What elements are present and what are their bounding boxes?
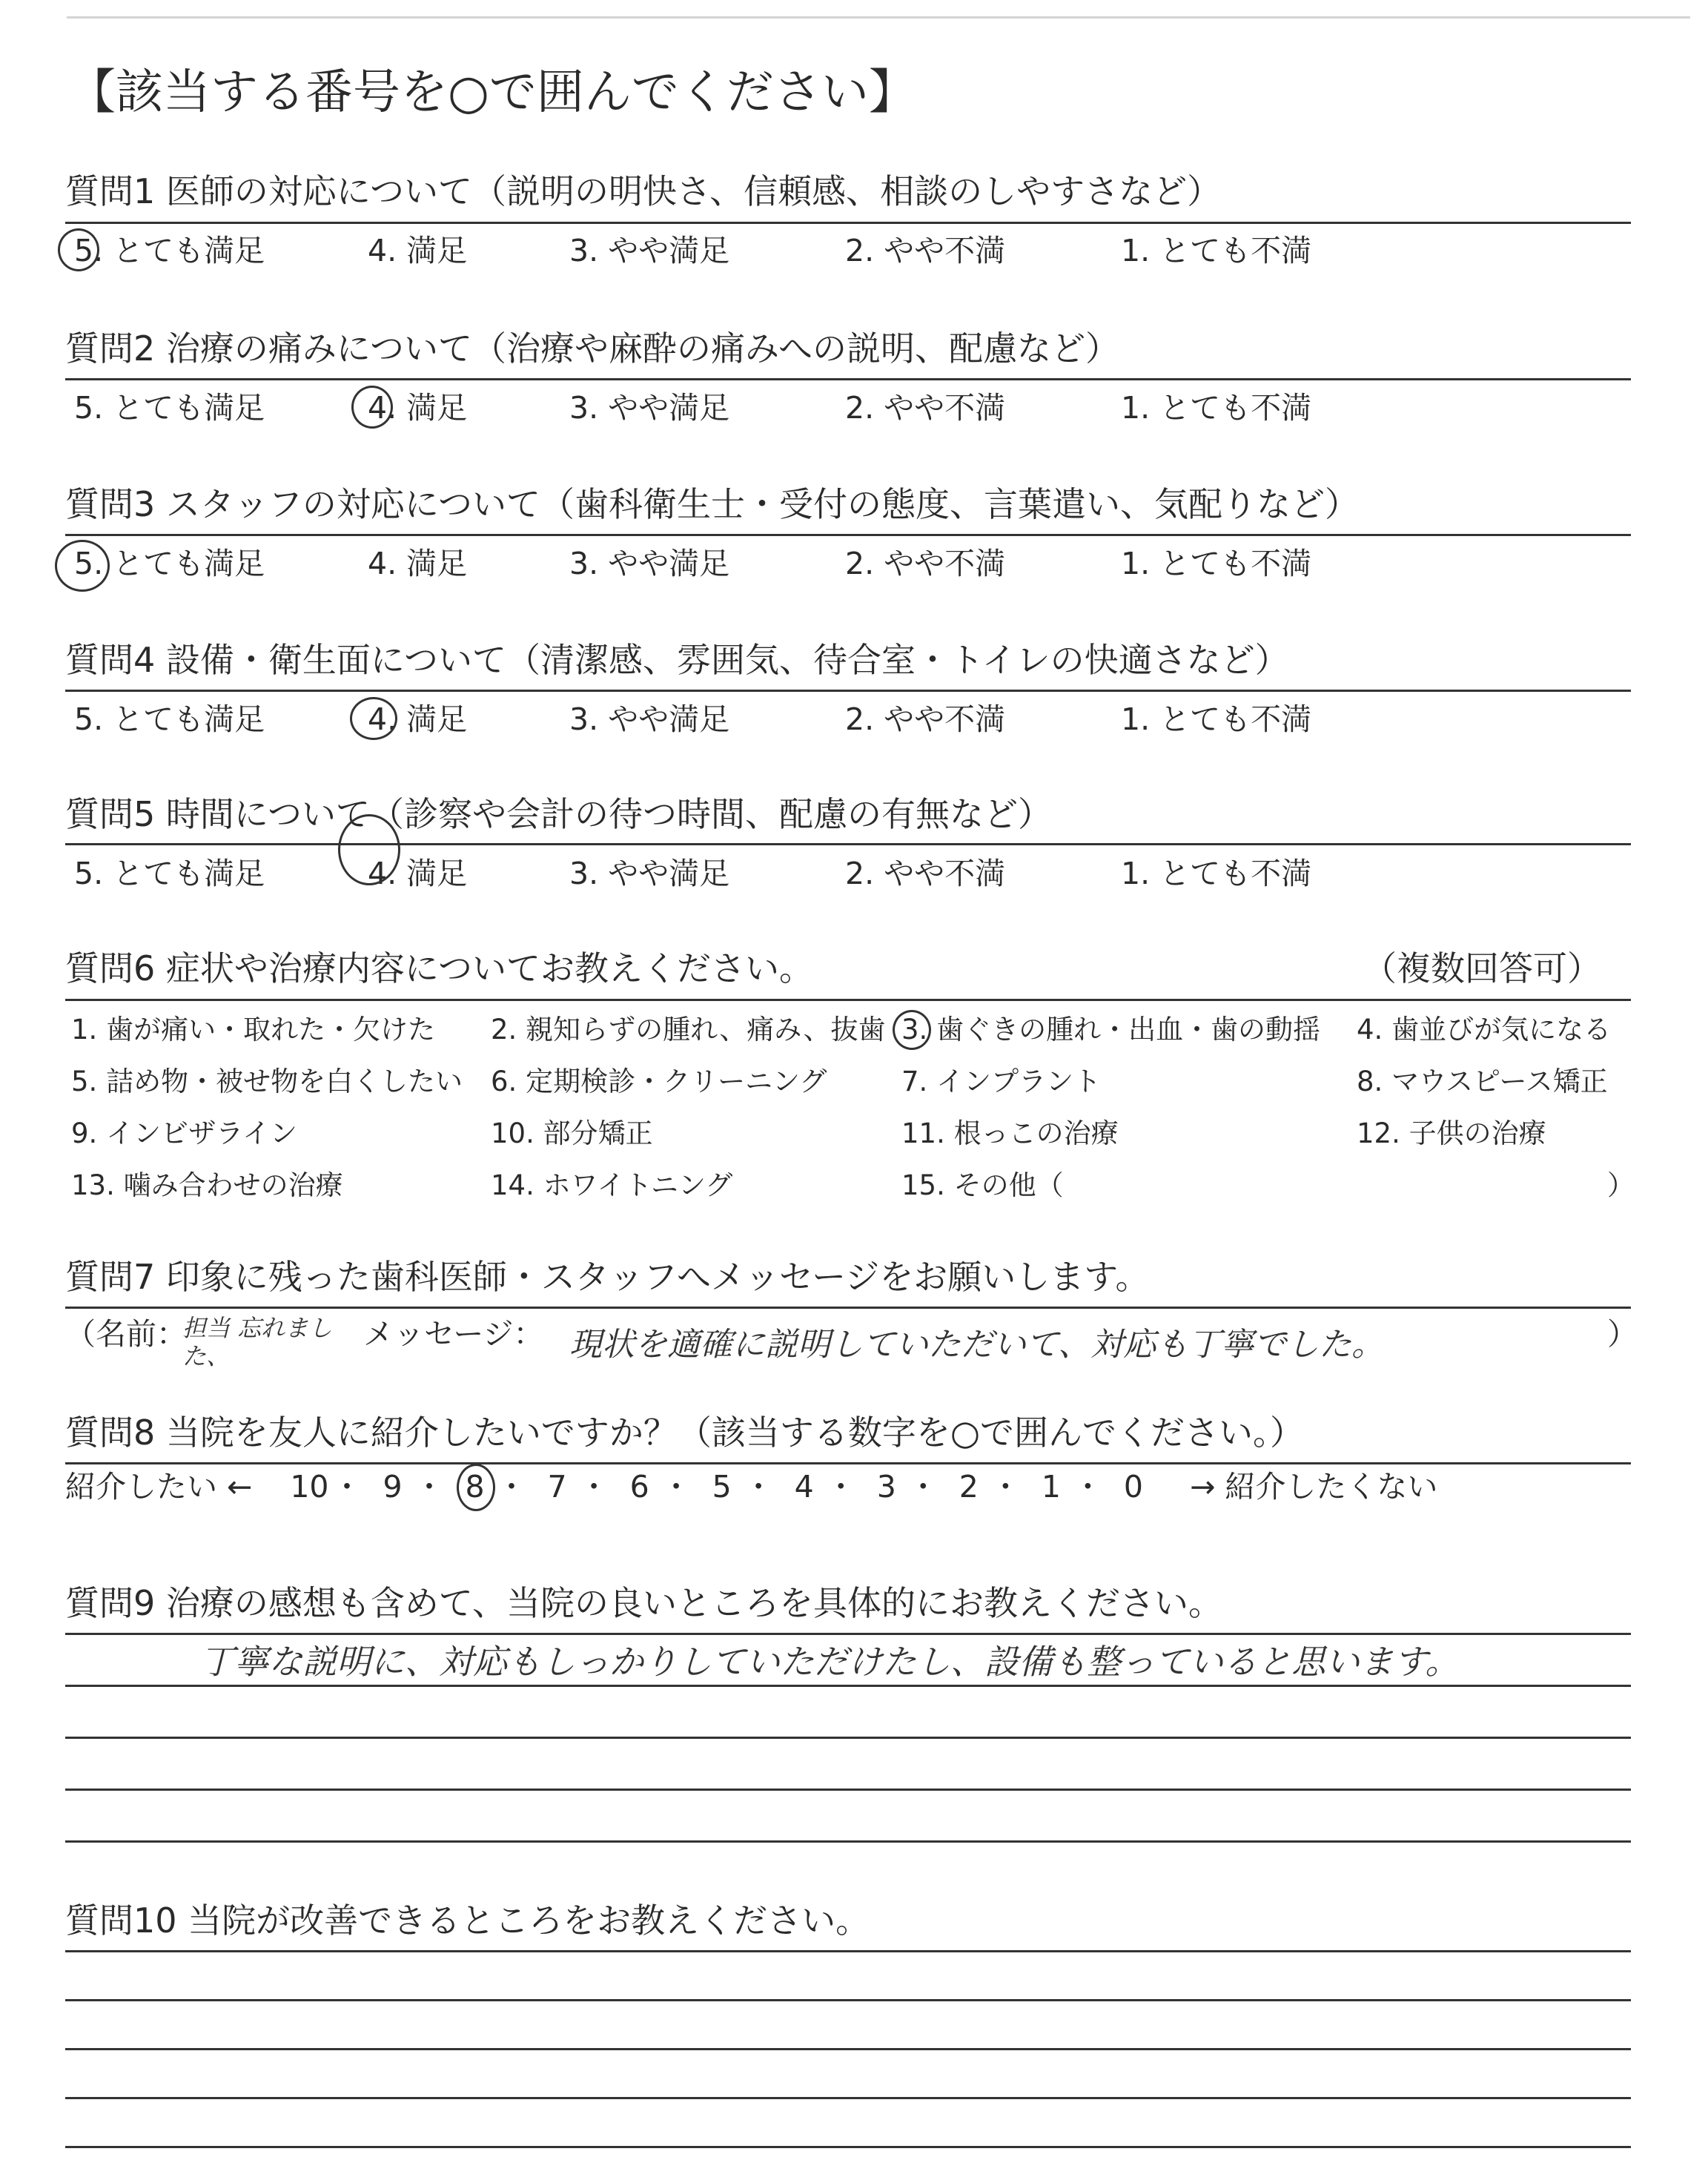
q10-answer-line-4 [65, 2097, 1631, 2099]
q6-item-3[interactable]: 3. 歯ぐきの腫れ・出血・歯の動揺 [901, 1014, 1321, 1046]
q7-name-label: （名前： [65, 1316, 187, 1352]
q8-scale-1[interactable]: 1 [1041, 1469, 1061, 1505]
question-9-label: 質問9 治療の感想も含めて、当院の良いところを具体的にお教えください。 [65, 1583, 1222, 1623]
question-7-label: 質問7 印象に残った歯科医師・スタッフへメッセージをお願いします。 [65, 1257, 1150, 1297]
q6-item-1[interactable]: 1. 歯が痛い・取れた・欠けた [71, 1014, 436, 1046]
q8-dot: ・ [907, 1469, 939, 1505]
q4-option-3[interactable]: 3. やや満足 [569, 701, 730, 737]
q6-item-2[interactable]: 2. 親知らずの腫れ、痛み、抜歯 [491, 1014, 886, 1046]
q9-handwritten-answer: 丁寧な説明に、対応もしっかりしていただけたし、設備も整っていると思います。 [200, 1642, 1460, 1682]
q8-dot: ・ [743, 1469, 774, 1505]
q8-left-label: 紹介したい ← [65, 1469, 253, 1505]
q1-option-2[interactable]: 2. やや不満 [845, 233, 1006, 268]
q6-item-6[interactable]: 6. 定期検診・クリーニング [491, 1066, 827, 1097]
q2-option-4[interactable]: 4. 満足 [368, 390, 468, 426]
question-10-label: 質問10 当院が改善できるところをお教えください。 [65, 1900, 870, 1941]
q8-scale-10[interactable]: 10 [290, 1469, 329, 1505]
q5-option-5[interactable]: 5. とても満足 [74, 856, 265, 891]
page-title: 【該当する番号を○で囲んでください】 [68, 65, 916, 120]
question-6-rule [65, 999, 1631, 1001]
question-3-rule [65, 534, 1631, 536]
q9-answer-line-4 [65, 1789, 1631, 1791]
q7-handwritten-name: 担当 忘れました、 [182, 1314, 333, 1370]
q8-dot: ・ [825, 1469, 856, 1505]
question-7-rule [65, 1307, 1631, 1309]
q8-dot: ・ [661, 1469, 692, 1505]
q8-dot: ・ [331, 1469, 363, 1505]
q6-item-13[interactable]: 13. 噛み合わせの治療 [71, 1169, 343, 1201]
q3-option-5[interactable]: 5. とても満足 [74, 546, 265, 581]
q8-scale-7[interactable]: 7 [547, 1469, 567, 1505]
q6-answer-circle [893, 1010, 931, 1050]
q2-option-1[interactable]: 1. とても不満 [1121, 390, 1312, 426]
question-8-rule [65, 1462, 1631, 1464]
q6-item-9[interactable]: 9. インビザライン [71, 1117, 297, 1149]
q6-item-10[interactable]: 10. 部分矯正 [491, 1117, 653, 1149]
question-1-rule [65, 222, 1631, 224]
q6-item-5[interactable]: 5. 詰め物・被せ物を白くしたい [71, 1066, 463, 1097]
q4-option-4[interactable]: 4. 満足 [368, 701, 468, 737]
q8-right-label: → 紹介したくない [1189, 1469, 1438, 1505]
q7-message-label: メッセージ： [363, 1316, 544, 1352]
q8-dot: ・ [496, 1469, 527, 1505]
q6-item-8[interactable]: 8. マウスピース矯正 [1357, 1066, 1608, 1097]
q10-answer-line-5 [65, 2146, 1631, 2148]
q1-option-5[interactable]: 5. とても満足 [74, 233, 265, 268]
question-1-label: 質問1 医師の対応について（説明の明快さ、信頼感、相談のしやすさなど） [65, 171, 1222, 211]
question-6-label: 質問6 症状や治療内容についてお教えください。 [65, 948, 813, 988]
q6-item-15-close-paren: ） [1607, 1169, 1635, 1201]
q4-answer-circle [350, 697, 397, 740]
top-border [67, 16, 1690, 19]
q1-option-3[interactable]: 3. やや満足 [569, 233, 730, 268]
q3-option-2[interactable]: 2. やや不満 [845, 546, 1006, 581]
q8-scale-5[interactable]: 5 [712, 1469, 732, 1505]
q9-answer-line-1 [65, 1633, 1631, 1635]
q8-scale-8-label: 8 [465, 1469, 485, 1505]
q8-scale-6[interactable]: 6 [629, 1469, 649, 1505]
q5-answer-circle [338, 814, 400, 885]
q8-scale-0[interactable]: 0 [1123, 1469, 1143, 1505]
q3-option-1[interactable]: 1. とても不満 [1121, 546, 1312, 581]
q6-item-11[interactable]: 11. 根っこの治療 [901, 1117, 1119, 1149]
q6-item-14[interactable]: 14. ホワイトニング [491, 1169, 733, 1201]
q6-multiple-answers-note: （複数回答可） [1363, 948, 1601, 988]
q4-option-5[interactable]: 5. とても満足 [74, 701, 265, 737]
q8-scale-4[interactable]: 4 [794, 1469, 814, 1505]
q3-answer-circle [55, 540, 110, 592]
q2-option-2[interactable]: 2. やや不満 [845, 390, 1006, 426]
q1-option-1[interactable]: 1. とても不満 [1121, 233, 1312, 268]
q10-answer-line-1 [65, 1950, 1631, 1952]
q8-scale-9[interactable]: 9 [383, 1469, 403, 1505]
question-2-rule [65, 378, 1631, 380]
q2-option-5[interactable]: 5. とても満足 [74, 390, 265, 426]
question-8-label: 質問8 当院を友人に紹介したいですか？（該当する数字を○で囲んでください。） [65, 1413, 1305, 1453]
q5-option-3[interactable]: 3. やや満足 [569, 856, 730, 891]
q10-answer-line-3 [65, 2048, 1631, 2050]
q3-option-4[interactable]: 4. 満足 [368, 546, 468, 581]
question-5-label: 質問5 時間について（診察や会計の待つ時間、配慮の有無など） [65, 794, 1052, 834]
question-4-label: 質問4 設備・衛生面について（清潔感、雰囲気、待合室・トイレの快適さなど） [65, 640, 1289, 680]
q8-answer-circle [457, 1464, 495, 1511]
q10-answer-line-2 [65, 1999, 1631, 2001]
q1-option-4[interactable]: 4. 満足 [368, 233, 468, 268]
q5-option-2[interactable]: 2. やや不満 [845, 856, 1006, 891]
q8-dot: ・ [1072, 1469, 1103, 1505]
question-5-rule [65, 843, 1631, 845]
q9-answer-line-2 [65, 1685, 1631, 1687]
question-4-rule [65, 690, 1631, 692]
q4-option-2[interactable]: 2. やや不満 [845, 701, 1006, 737]
q8-dot: ・ [990, 1469, 1021, 1505]
q5-option-1[interactable]: 1. とても不満 [1121, 856, 1312, 891]
q8-dot: ・ [578, 1469, 609, 1505]
q8-dot: ・ [414, 1469, 445, 1505]
q8-scale-2[interactable]: 2 [959, 1469, 979, 1505]
q6-item-12[interactable]: 12. 子供の治療 [1357, 1117, 1546, 1149]
q8-recommend-scale [65, 1467, 1437, 1507]
q6-item-15[interactable]: 15. その他（ [901, 1169, 1064, 1201]
q2-answer-circle [351, 386, 393, 429]
q5-option-4[interactable]: 4. 満足 [368, 856, 468, 891]
q9-answer-line-5 [65, 1840, 1631, 1843]
q2-option-3[interactable]: 3. やや満足 [569, 390, 730, 426]
q1-answer-circle [58, 228, 99, 271]
question-3-label: 質問3 スタッフの対応について（歯科衛生士・受付の態度、言葉遣い、気配りなど） [65, 484, 1359, 524]
question-2-label: 質問2 治療の痛みについて（治療や麻酔の痛みへの説明、配慮など） [65, 328, 1120, 369]
q7-handwritten-message: 現状を適確に説明していただいて、対応も丁寧でした。 [569, 1326, 1385, 1364]
q9-answer-line-3 [65, 1737, 1631, 1739]
q6-item-7[interactable]: 7. インプラント [901, 1066, 1102, 1097]
q8-scale-8[interactable] [454, 1467, 497, 1507]
q3-option-3[interactable]: 3. やや満足 [569, 546, 730, 581]
q7-close-paren: ） [1607, 1316, 1638, 1352]
q4-option-1[interactable]: 1. とても不満 [1121, 701, 1312, 737]
q8-scale-3[interactable]: 3 [876, 1469, 896, 1505]
q6-item-4[interactable]: 4. 歯並びが気になる [1357, 1014, 1612, 1046]
